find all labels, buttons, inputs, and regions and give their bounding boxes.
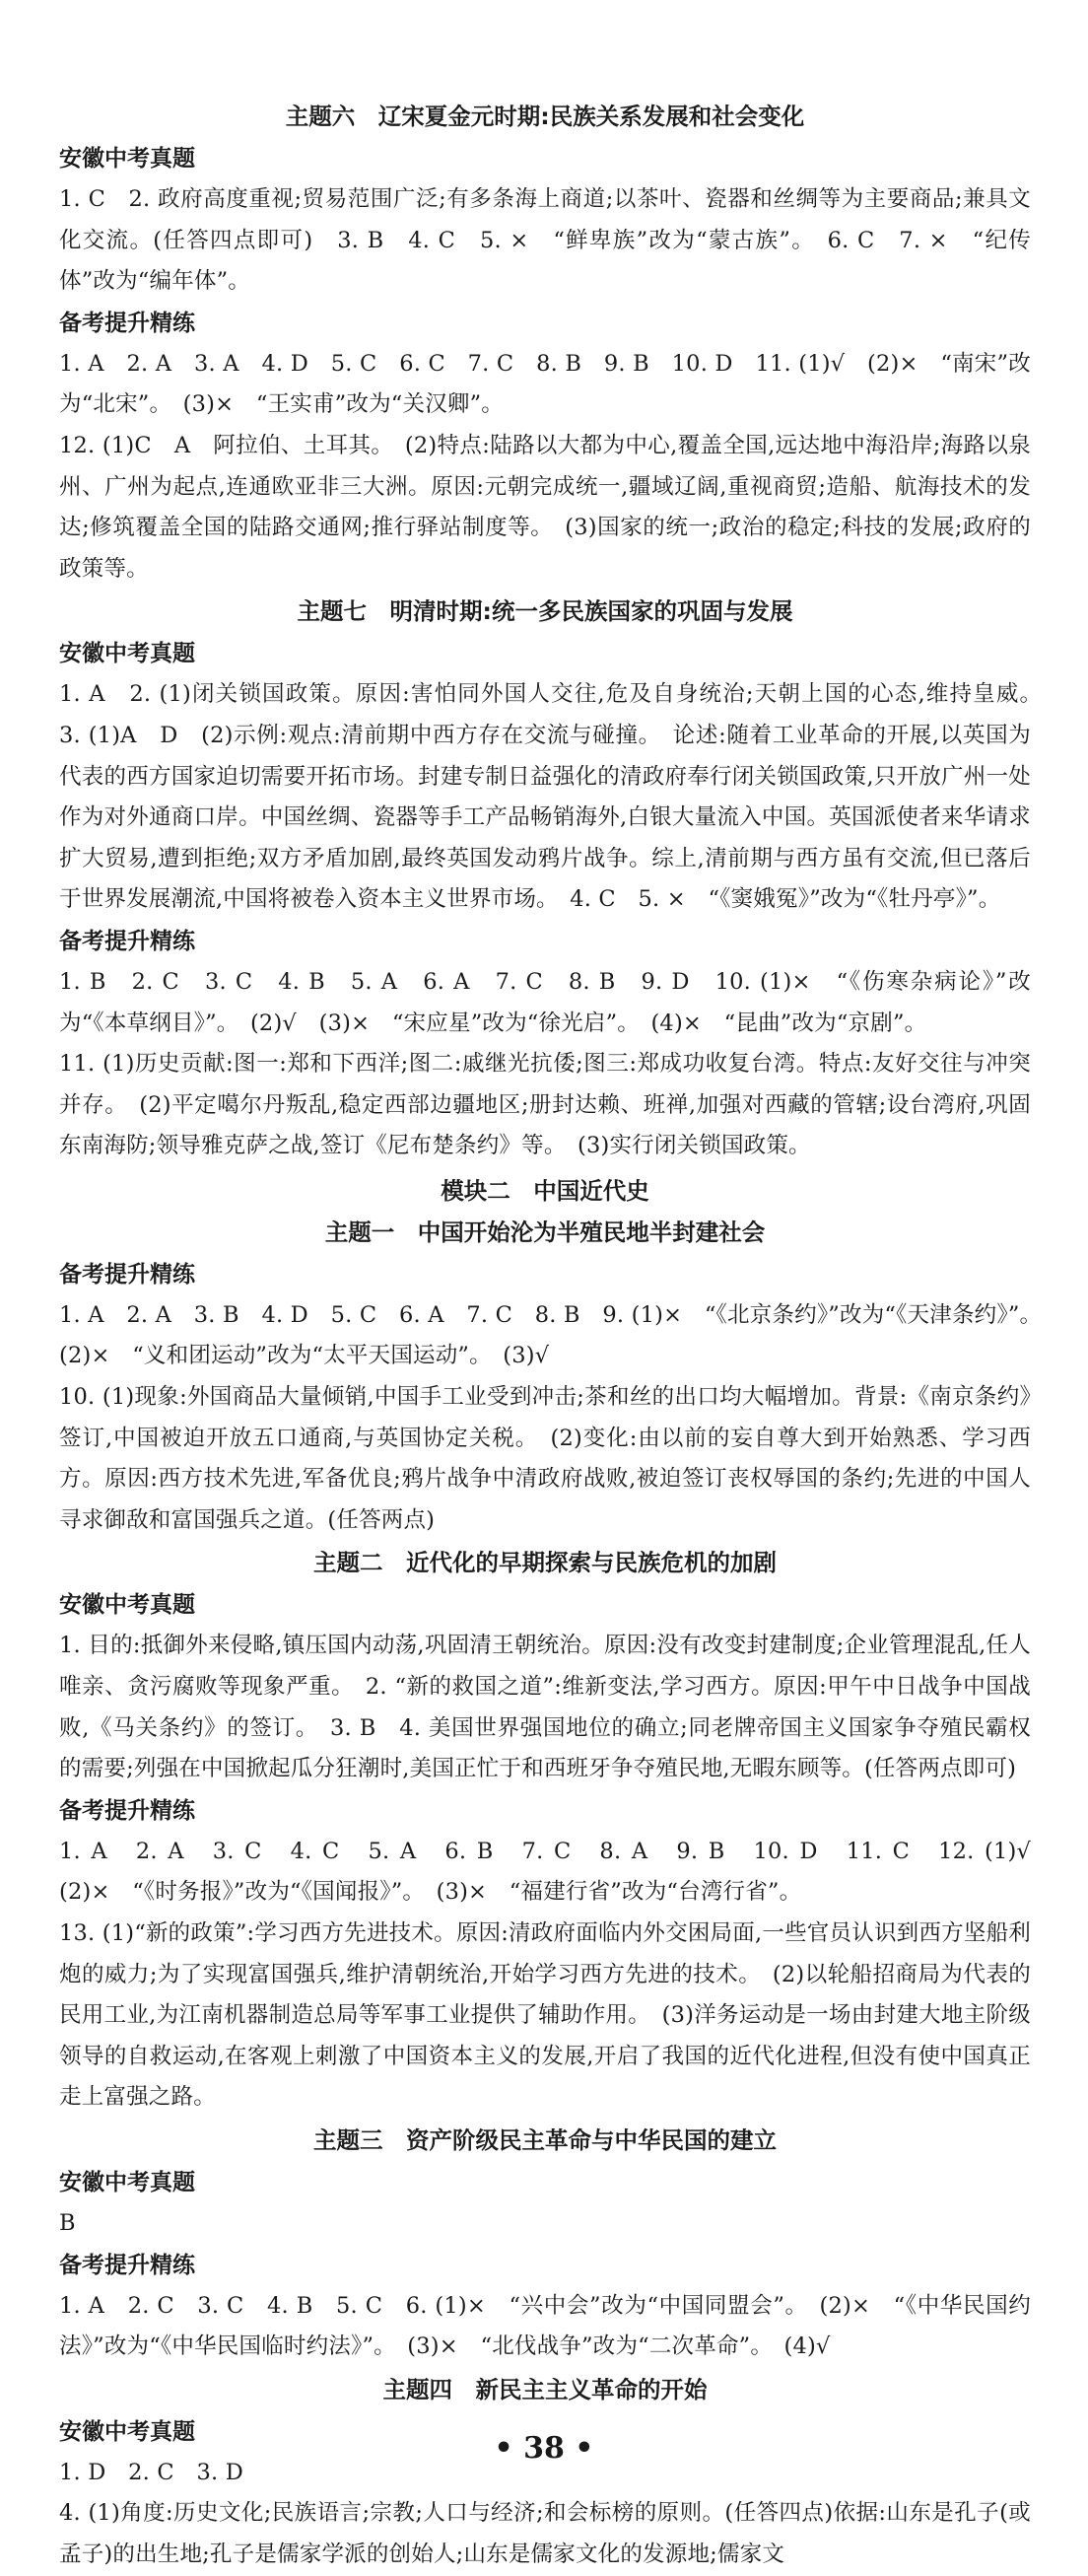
answer-paragraph: 13. (1)“新的政策”:学习西方先进技术。原因:清政府面临内外交困局面,一些官员认识到西方坚船利炮的威力;为了实现富国强兵,维护清朝统治,开始学习西方先进的技术。 (2)以轮船招商局为代表的民用工业,为江南机器制造总局等军事工业提供了辅助作用。 (3)洋务运动是一场由封建大地主阶级领导的自救运动,在客观上刺激了中国资本主义的发展,开启了我国的近代化进程,但没有使中国真正走上富强之路。 bbox=[59, 1920, 1031, 2111]
section-heading: 备考提升精练 bbox=[59, 928, 195, 954]
answer-content bbox=[59, 97, 1054, 2576]
answer-paragraph: 1. A 2. C 3. C 4. B 5. C 6. (1)× “兴中会”改为“中国同盟会”。 (2)× “《中华民国约法》”改为“《中华民国临时约法》”。 (3)× “北伐战争”改为“二次革命”。 (4)√ bbox=[59, 2292, 1031, 2360]
answer-paragraph: 1. B 2. C 3. C 4. B 5. A 6. A 7. C 8. B 9. D 10. (1)× “《伤寒杂病论》”改为“《本草纲目》”。 (2)√ (3)× “宋应星”改为“徐光启”。 (4)× “昆曲”改为“京剧”。 bbox=[59, 968, 1031, 1036]
section-heading: 备考提升精练 bbox=[59, 2252, 195, 2278]
answer-paragraph: 1. A 2. A 3. C 4. C 5. A 6. B 7. C 8. A 9. B 10. D 11. C 12. (1)√ (2)× “《时务报》”改为“《国闻报》”。 (3)× “福建行省”改为“台湾行省”。 bbox=[59, 1838, 1054, 1906]
section-heading: 备考提升精练 bbox=[59, 1797, 195, 1824]
answer-paragraph: 11. (1)历史贡献:图一:郑和下西洋;图二:戚继光抗倭;图三:郑成功收复台湾。特点:友好交往与冲突并存。 (2)平定噶尔丹叛乱,稳定西部边疆地区;册封达赖、班禅,加强对西藏的管辖;设台湾府,巩固东南海防;领导雅克萨之战,签订《尼布楚条约》等。 (3)实行闭关锁国政策。 bbox=[59, 1051, 1031, 1159]
section-heading: 安徽中考真题 bbox=[59, 2169, 195, 2195]
section-heading: 备考提升精练 bbox=[59, 310, 195, 336]
topic-heading: 主题二 近代化的早期探索与民族危机的加剧 bbox=[313, 1549, 777, 1577]
answer-paragraph: B bbox=[59, 2209, 76, 2236]
answer-paragraph: 1. D 2. C 3. D bbox=[59, 2459, 243, 2485]
answer-paragraph: 4. (1)角度:历史文化;民族语言;宗教;人口与经济;和会标榜的原则。(任答四点)依据:山东是孔子(或孟子)的出生地;孔子是儒家学派的创始人;山东是儒家文化的发源地;儒家文 bbox=[59, 2500, 1031, 2567]
section-heading: 安徽中考真题 bbox=[59, 641, 195, 667]
section-heading: 安徽中考真题 bbox=[59, 1592, 195, 1619]
section-heading: 安徽中考真题 bbox=[59, 146, 195, 172]
topic-heading: 主题七 明清时期:统一多民族国家的巩固与发展 bbox=[297, 597, 793, 626]
topic-heading: 主题三 资产阶级民主革命与中华民国的建立 bbox=[313, 2125, 777, 2154]
topic-heading: 主题四 新民主主义革命的开始 bbox=[382, 2375, 708, 2403]
module-heading: 模块二 中国近代史 bbox=[441, 1176, 649, 1205]
answer-paragraph: 1. A 2. A 3. A 4. D 5. C 6. C 7. C 8. B 9. B 10. D 11. (1)√ (2)× “南宋”改为“北宋”。 (3)× “王实甫”改为“关汉卿”。 bbox=[59, 350, 1031, 418]
topic-heading: 主题一 中国开始沦为半殖民地半封建社会 bbox=[324, 1218, 766, 1246]
answer-paragraph: 1. C 2. 政府高度重视;贸易范围广泛;有多条海上商道;以茶叶、瓷器和丝绸等为主要商品;兼具文化交流。(任答四点即可) 3. B 4. C 5. × “鲜卑族”改为“蒙古族”。 6. C 7. × “纪传体”改为“编年体”。 bbox=[59, 186, 1031, 295]
topic-heading: 主题六 辽宋夏金元时期:民族关系发展和社会变化 bbox=[285, 103, 805, 130]
answer-paragraph: 1. A 2. A 3. B 4. D 5. C 6. A 7. C 8. B 9. (1)× “《北京条约》”改为“《天津条约》”。 (2)× “义和团运动”改为“太平天国运动”。 (3)√ bbox=[59, 1301, 1054, 1369]
answer-paragraph: 10. (1)现象:外国商品大量倾销,中国手工业受到冲击;茶和丝的出口均大幅增加。背景:《南京条约》签订,中国被迫开放五口通商,与英国协定关税。 (2)变化:由以前的妄自尊大到开始熟悉、学习西方。原因:西方技术先进,军备优良;鸦片战争中清政府战败,被迫签订丧权辱国的条约;先进的中国人寻求御敌和富国强兵之道。(任答两点) bbox=[59, 1384, 1031, 1533]
answer-paragraph: 12. (1)C A 阿拉伯、土耳其。 (2)特点:陆路以大都为中心,覆盖全国,远达地中海沿岸;海路以泉州、广州为起点,连通欧亚非三大洲。原因:元朝完成统一,疆域辽阔,重视商贸;造船、航海技术的发达;修筑覆盖全国的陆路交通网;推行驿站制度等。 (3)国家的统一;政治的稳定;科技的发展;政府的政策等。 bbox=[59, 432, 1031, 582]
page-number: • 38 • bbox=[494, 2431, 594, 2466]
answer-paragraph: 1. A 2. (1)闭关锁国政策。原因:害怕同外国人交往,危及自身统治;天朝上国的心态,维持皇威。 3. (1)A D (2)示例:观点:清前期中西方存在交流与碰撞。 论述:随着工业革命的开展,以英国为代表的西方国家迫切需要开拓市场。封建专制日益强化的清政府奉行闭关锁国政策,只开放广州一处作为对外通商口岸。中国丝绸、瓷器等手工产品畅销海外,白银大量流入中国。英国派使者来华请求扩大贸易,遭到拒绝;双方矛盾加剧,最终英国发动鸦片战争。综上,清前期与西方虽有交流,但已落后于世界发展潮流,中国将被卷入资本主义世界市场。 4. C 5. × “《窦娥冤》”改为“《牡丹亭》”。 bbox=[59, 681, 1054, 913]
section-heading: 备考提升精练 bbox=[59, 1261, 195, 1288]
section-heading: 安徽中考真题 bbox=[59, 2418, 195, 2445]
answer-paragraph: 1. 目的:抵御外来侵略,镇压国内动荡,巩固清王朝统治。原因:没有改变封建制度;企业管理混乱,任人唯亲、贪污腐败等现象严重。 2. “新的救国之道”:维新变法,学习西方。原因:甲午中日战争中国战败,《马关条约》的签订。 3. B 4. 美国世界强国地位的确立;同老牌帝国主义国家争夺殖民霸权的需要;列强在中国掀起瓜分狂潮时,美国正忙于和西班牙争夺殖民地,无暇东顾等。(任答两点即可) bbox=[59, 1633, 1031, 1782]
